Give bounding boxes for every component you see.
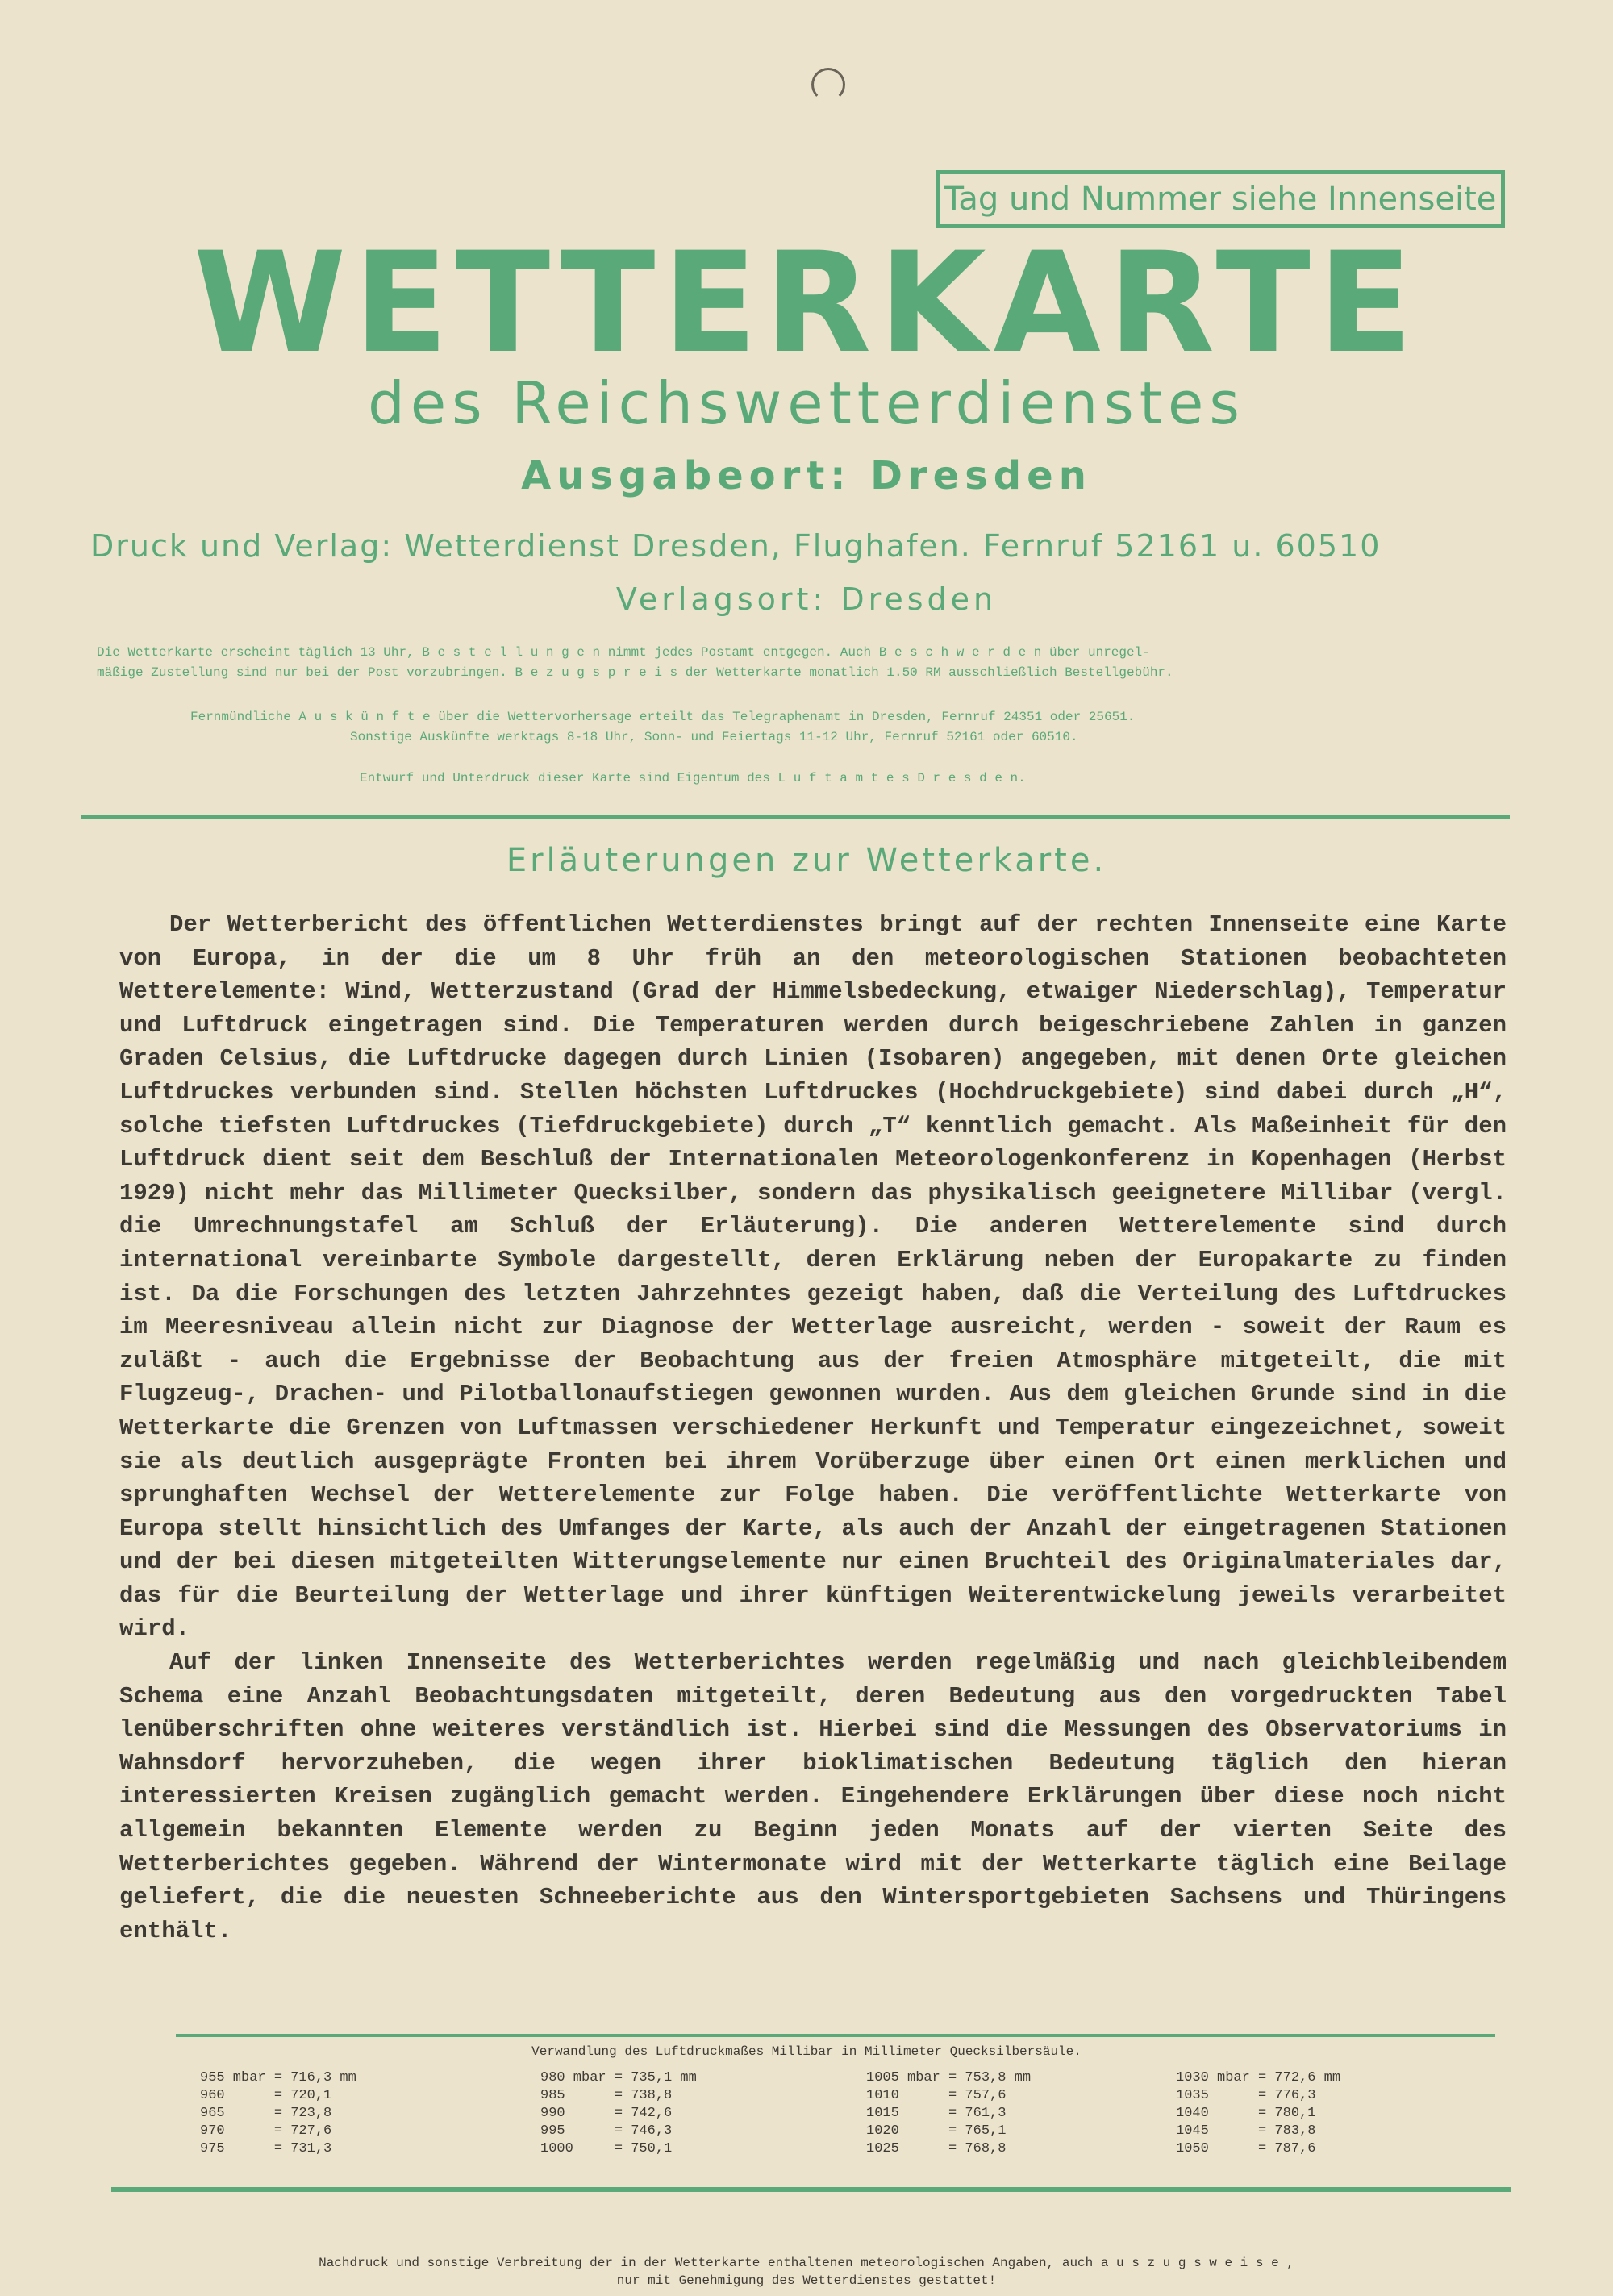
- table-bottom-divider: [111, 2187, 1511, 2192]
- printer-info: Druck und Verlag: Wetterdienst Dresden, Flughafen. Fernruf 52161 u. 60510: [90, 528, 1382, 564]
- notice-line-5: Entwurf und Unterdruck dieser Karte sind Eigentum des L u f t a m t e s D r e s d e n.: [360, 771, 1026, 785]
- conversion-column-2: 980 mbar = 735,1 mm 985 = 738,8 990 = 742,6 995 = 746,3 1000 = 750,1: [540, 2070, 697, 2156]
- explanation-title: Erläuterungen zur Wetterkarte.: [506, 842, 1107, 879]
- conversion-column-4: 1030 mbar = 772,6 mm 1035 = 776,3 1040 = 780,1 1045 = 783,8 1050 = 787,6: [1176, 2070, 1341, 2156]
- conversion-column-3: 1005 mbar = 753,8 mm 1010 = 757,6 1015 = 761,3 1020 = 765,1 1025 = 768,8: [866, 2070, 1032, 2156]
- footer-line-1: Nachdruck und sonstige Verbreitung der in der Wetterkarte enthaltenen meteorologischen Angaben, auch a u s z u g s w e i s e ,: [319, 2256, 1294, 2270]
- footer-line-2: nur mit Genehmigung des Wetterdienstes gestattet!: [616, 2273, 997, 2288]
- footer-note: [81, 2254, 1532, 2290]
- explanation-body: [119, 908, 1507, 1948]
- conversion-column-1: 955 mbar = 716,3 mm 960 = 720,1 965 = 723,8 970 = 727,6 975 = 731,3: [200, 2070, 356, 2156]
- table-top-divider: [176, 2034, 1495, 2037]
- page-title: WETTERKARTE: [193, 222, 1420, 384]
- notice-line-1: Die Wetterkarte erscheint täglich 13 Uhr, B e s t e l l u n g e n nimmt jedes Postamt entgegen. Auch B e s c h w e r d e n über unregel-: [97, 645, 1150, 660]
- paragraph-2: Auf der linken Innenseite des Wetterberichtes werden regelmäßig und nach gleichbleibendem Schema eine Anzahl Beobachtungsdaten mitgeteilt, deren Bedeutung aus den vorgedruckten Tabel lenüberschriften ohne weiteres verständlich ist. Hierbei sind die Messungen des Observatoriums in Wahnsdorf hervorzuheben, die wegen ihrer bioklimatischen Bedeutung täglich den hieran interessierten Kreisen zugänglich gemacht werden. Eingehendere Erklärungen über diese noch nicht allgemein bekannten Elemente werden zu Beginn jeden Monats auf der vierten Seite des Wetterberichtes gegeben. Während der Wintermonate wird mit der Wetterkarte täglich eine Beilage geliefert, die die neuesten Schneeberichte aus den Wintersportgebieten Sachsens und Thüringens enthält.: [119, 1649, 1507, 1944]
- issue-place: Ausgabeort: Dresden: [521, 453, 1092, 498]
- notice-line-3: Fernmündliche A u s k ü n f t e über die Wettervorhersage erteilt das Telegraphenamt in Dresden, Fernruf 24351 oder 25651.: [190, 710, 1136, 724]
- stamp-box: Tag und Nummer siehe Innenseite: [936, 170, 1505, 228]
- paragraph-1: Der Wetterbericht des öffentlichen Wetterdienstes bringt auf der rechten Innenseite eine Karte von Europa, in der die um 8 Uhr früh an den meteorologischen Stationen beobachteten Wetterelemente: Wind, Wetterzustand (Grad der Himmelsbedeckung, etwaiger Niederschlag), Temperatur und Luftdruck eingetragen sind. Die Temperaturen werden durch beigeschriebene Zahlen in ganzen Graden Celsius, die Luftdrucke dagegen durch Linien (Isobaren) angegeben, mit denen Orte gleichen Luftdruckes verbunden sind. Stellen höchsten Luftdruckes (Hochdruckgebiete) sind dabei durch „H“, solche tiefsten Luftdruckes (Tiefdruckgebiete) durch „T“ kenntlich gemacht. Als Maßeinheit für den Luftdruck dient seit dem Beschluß der Internationalen Meteorologenkonferenz in Kopenhagen (Herbst 1929) nicht mehr das Millimeter Quecksilber, sondern das physikalisch geeignetere Millibar (vergl. die Umrechnungstafel am Schluß der Erläuterung). Die anderen Wetterelemente sind durch international vereinbarte Symbole dargestellt, deren Erklärung neben der Europakarte zu finden ist. Da die Forschungen des letzten Jahrzehntes gezeigt haben, daß die Verteilung des Luftdruckes im Meeresniveau allein nicht zur Diagnose der Wetterlage ausreicht, werden - soweit der Raum es zuläßt - auch die Ergebnisse der Beobachtung aus der freien Atmosphäre mitgeteilt, die mit Flugzeug-, Drachen- und Pilotballonaufstiegen gewonnen wurden. Aus dem gleichen Grunde sind in die Wetterkarte die Grenzen von Luftmassen verschiedener Herkunft und Temperatur eingezeichnet, soweit sie als deutlich ausgeprägte Fronten bei ihrem Vorüberzuge über einen Ort einen merklichen und sprunghaften Wechsel der Wetterelemente zur Folge haben. Die veröffentlichte Wetterkarte von Europa stellt hinsichtlich des Umfanges der Karte, als auch der Anzahl der eingetragenen Stationen und der bei diesen mitgeteilten Witterungselemente nur einen Bruchteil des Originalmateriales dar, das für die Beurteilung der Wetterlage und ihrer künftigen Weiterentwickelung jeweils verarbeitet wird.: [119, 911, 1507, 1643]
- publisher-place: Verlagsort: Dresden: [615, 581, 998, 617]
- punch-hole: [811, 68, 845, 102]
- conversion-title: Verwandlung des Luftdruckmaßes Millibar in Millimeter Quecksilbersäule.: [531, 2044, 1082, 2059]
- notice-line-4: Sonstige Auskünfte werktags 8-18 Uhr, Sonn- und Feiertags 11-12 Uhr, Fernruf 52161 oder 60510.: [350, 730, 1078, 744]
- notice-line-2: mäßige Zustellung sind nur bei der Post vorzubringen. B e z u g s p r e i s der Wetterkarte monatlich 1.50 RM ausschließlich Bestellgebühr.: [97, 665, 1173, 680]
- page-subtitle: des Reichswetterdienstes: [368, 369, 1245, 437]
- header-divider: [81, 815, 1510, 819]
